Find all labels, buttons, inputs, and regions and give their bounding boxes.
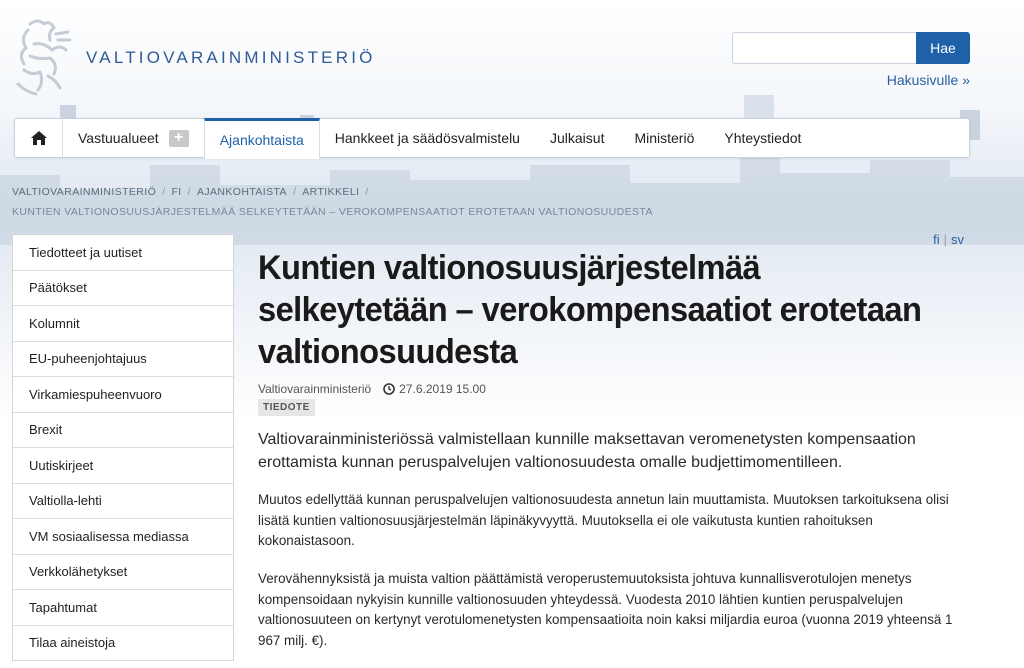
- nav-item-ajankohtaista[interactable]: [204, 118, 320, 159]
- breadcrumb-separator: /: [187, 186, 191, 198]
- article-date-wrapper: [383, 382, 486, 396]
- article-type-badge: TIEDOTE: [258, 399, 315, 416]
- nav-item-ministerio[interactable]: [619, 119, 709, 157]
- home-icon: [30, 130, 48, 146]
- article-publisher: Valtiovarainministeriö: [258, 382, 372, 396]
- article-lead: Valtiovarainministeriössä valmistellaan kunnille maksettavan veromenetysten kompensaation erottamista kunnan peruspalvelujen valtionosuudesta omalle budjettimomentilleen.: [258, 431, 916, 471]
- nav-item-label: Ministeriö: [634, 130, 695, 146]
- breadcrumb-link[interactable]: AJANKOHTAISTA: [196, 186, 287, 198]
- sidebar-item-eu-puheenjohtajuus[interactable]: EU-puheenjohtajuus: [13, 342, 233, 378]
- breadcrumb-link[interactable]: ARTIKKELI: [302, 186, 360, 198]
- article-title: Kuntien valtionosuusjärjestelmää selkeytetään – verokompensaatiot erotetaan valtionosuudesta: [258, 249, 922, 371]
- article-paragraph: Verovähennyksistä ja muista valtion päättämistä veroperustemuutoksista johtuva kunnallisverotulojen menetys kompensoidaan nykyisin kunnille valtionosuuden yhteydessä. Vuodesta 2010 lähtien kuntien peruspalvelujen valtionosuuteen on kertynyt verotulomenetysten kompensaatioita noin kaksi miljardia euroa (vuonna 2019 yhteensä 1 967 milj. €).: [258, 571, 953, 648]
- language-sv-link[interactable]: sv: [951, 232, 964, 247]
- sidebar-item-brexit[interactable]: Brexit: [13, 413, 233, 449]
- sidebar-item-uutiskirjeet[interactable]: Uutiskirjeet: [13, 448, 233, 484]
- breadcrumb-separator: /: [365, 186, 369, 198]
- language-switcher: [933, 232, 964, 247]
- sidebar-item-paatokset[interactable]: Päätökset: [13, 271, 233, 307]
- site-name[interactable]: VALTIOVARAINMINISTERIÖ: [86, 48, 376, 67]
- article-date: 27.6.2019 15.00: [399, 382, 486, 396]
- nav-item-label: Ajankohtaista: [219, 132, 304, 148]
- nav-item-label: Julkaisut: [549, 130, 605, 146]
- nav-item-label: Vastuualueet: [78, 130, 159, 146]
- sidebar-item-tiedotteet[interactable]: Tiedotteet ja uutiset: [13, 235, 233, 271]
- breadcrumb: [12, 182, 653, 222]
- nav-item-label: Yhteystiedot: [724, 130, 802, 146]
- sidebar-item-tilaa-aineistoja[interactable]: Tilaa aineistoja: [13, 626, 233, 662]
- main-navigation: [14, 118, 970, 158]
- clock-icon: [383, 383, 395, 395]
- home-button[interactable]: [15, 119, 63, 157]
- lion-logo-icon[interactable]: [10, 14, 74, 100]
- sidebar-item-sosiaalinen-media[interactable]: VM sosiaalisessa mediassa: [13, 519, 233, 555]
- breadcrumb-link[interactable]: VALTIOVARAINMINISTERIÖ: [12, 186, 157, 198]
- nav-item-label: Hankkeet ja säädösvalmistelu: [334, 130, 520, 146]
- sidebar-menu: [12, 234, 234, 661]
- sidebar-item-verkkolahetykset[interactable]: Verkkolähetykset: [13, 555, 233, 591]
- search-button[interactable]: Hae: [916, 32, 970, 64]
- article-paragraph: Muutos edellyttää kunnan peruspalvelujen valtionosuudesta annetun lain muuttamista. Muutoksen tarkoituksena olisi lisätä kuntien valtionosuusjärjestelmän läpinäkyvyyttä. Muutoksella ei ole vaikutusta kuntien rahoituksen kokonaistasoon.: [258, 492, 949, 548]
- language-fi-link[interactable]: fi: [933, 232, 940, 247]
- nav-item-hankkeet[interactable]: [320, 119, 535, 157]
- nav-item-vastuualueet[interactable]: [63, 119, 204, 157]
- article-meta: [258, 382, 486, 396]
- search-input[interactable]: [732, 32, 916, 64]
- nav-item-julkaisut[interactable]: [535, 119, 619, 157]
- breadcrumb-link[interactable]: FI: [171, 186, 182, 198]
- search-page-link[interactable]: Hakusivulle »: [886, 72, 970, 88]
- sidebar-item-tapahtumat[interactable]: Tapahtumat: [13, 590, 233, 626]
- language-divider: |: [943, 232, 947, 247]
- plus-icon[interactable]: +: [169, 130, 189, 147]
- breadcrumb-separator: /: [292, 186, 297, 198]
- site-header: [0, 0, 1024, 118]
- sidebar-item-kolumnit[interactable]: Kolumnit: [13, 306, 233, 342]
- sidebar-item-valtiolla-lehti[interactable]: Valtiolla-lehti: [13, 484, 233, 520]
- breadcrumb-current: KUNTIEN VALTIONOSUUSJÄRJESTELMÄÄ SELKEYTETÄÄN – VEROKOMPENSAATIOT EROTETAAN VALTIONOSUUDESTA: [12, 206, 653, 218]
- nav-item-yhteystiedot[interactable]: [709, 119, 816, 157]
- sidebar-item-virkamiespuheenvuoro[interactable]: Virkamiespuheenvuoro: [13, 377, 233, 413]
- breadcrumb-separator: /: [162, 186, 166, 198]
